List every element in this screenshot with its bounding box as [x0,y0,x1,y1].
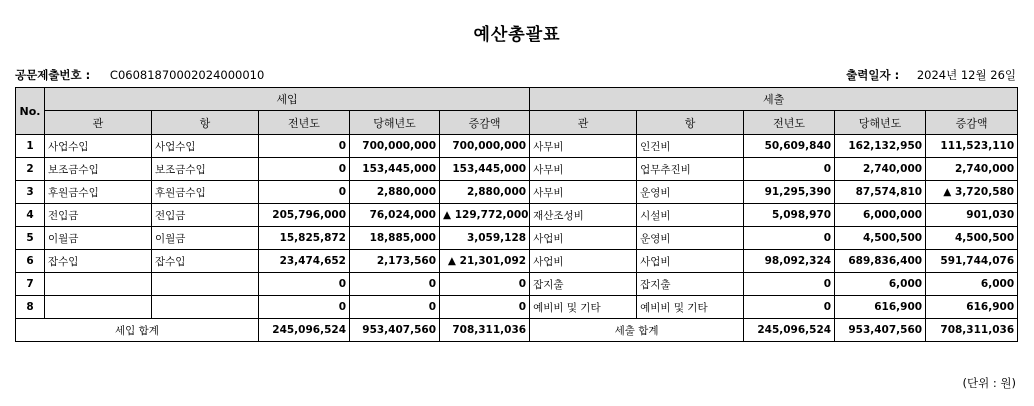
income-total-diff: 708,311,036 [440,319,530,342]
expense-change-cell: 901,030 [926,204,1018,227]
income-hang-cell [152,296,259,319]
budget-summary-table [15,87,1018,342]
income-hang-cell: 이월금 [152,227,259,250]
income-total-label: 세입 합계 [16,319,259,342]
income-hang-cell: 사업수입 [152,135,259,158]
header-income-gwan: 관 [45,111,152,135]
income-change-cell: 0 [440,273,530,296]
expense-gwan-cell: 사무비 [530,158,637,181]
header-expense: 세출 [530,88,1018,111]
expense-hang-cell: 잡지출 [637,273,744,296]
row-number-cell: 7 [16,273,45,296]
header-expense-hang: 항 [637,111,744,135]
row-number-cell: 8 [16,296,45,319]
expense-this-year-cell: 6,000,000 [835,204,926,227]
income-gwan-cell: 이월금 [45,227,152,250]
expense-gwan-cell: 재산조성비 [530,204,637,227]
page-title: 예산총괄표 [473,25,561,45]
table-row [16,158,1018,181]
row-number-cell: 5 [16,227,45,250]
expense-this-year-cell: 6,000 [835,273,926,296]
income-this-year-cell: 0 [350,273,440,296]
header-income: 세입 [45,88,530,111]
expense-prev-year-cell: 0 [744,296,835,319]
expense-change-cell: 616,900 [926,296,1018,319]
expense-gwan-cell: 예비비 및 기타 [530,296,637,319]
income-gwan-cell [45,296,152,319]
document-number-line [15,67,264,83]
expense-hang-cell: 운영비 [637,227,744,250]
income-hang-cell: 보조금수입 [152,158,259,181]
unit-note: (단위 : 원) [962,376,1016,390]
income-change-cell: ▲ 21,301,092 [440,250,530,273]
income-change-cell: 700,000,000 [440,135,530,158]
table-row [16,181,1018,204]
income-hang-cell [152,273,259,296]
header-income-hang: 항 [152,111,259,135]
income-gwan-cell: 후원금수입 [45,181,152,204]
expense-total-label: 세출 합계 [530,319,744,342]
expense-change-cell: 2,740,000 [926,158,1018,181]
header-income-prev-year: 전년도 [259,111,350,135]
row-number-cell: 6 [16,250,45,273]
income-change-cell: 2,880,000 [440,181,530,204]
expense-prev-year-cell: 0 [744,273,835,296]
expense-change-cell: 591,744,076 [926,250,1018,273]
expense-prev-year-cell: 0 [744,227,835,250]
expense-hang-cell: 시설비 [637,204,744,227]
header-row-2 [16,111,1018,135]
income-change-cell: 3,059,128 [440,227,530,250]
table-row [16,204,1018,227]
expense-gwan-cell: 사업비 [530,227,637,250]
income-prev-year-cell: 0 [259,296,350,319]
table-body [16,135,1018,319]
table-row [16,273,1018,296]
expense-prev-year-cell: 50,609,840 [744,135,835,158]
expense-hang-cell: 예비비 및 기타 [637,296,744,319]
header-expense-this-year: 당해년도 [835,111,926,135]
income-prev-year-cell: 0 [259,135,350,158]
table-row [16,250,1018,273]
income-total-cur: 953,407,560 [350,319,440,342]
expense-this-year-cell: 4,500,500 [835,227,926,250]
expense-hang-cell: 운영비 [637,181,744,204]
expense-change-cell: 111,523,110 [926,135,1018,158]
income-gwan-cell [45,273,152,296]
print-date-label: 출력일자 : [846,68,900,82]
document-number-value: C06081870002024000010 [109,68,265,82]
income-prev-year-cell: 0 [259,158,350,181]
income-prev-year-cell: 23,474,652 [259,250,350,273]
income-this-year-cell: 2,880,000 [350,181,440,204]
income-this-year-cell: 76,024,000 [350,204,440,227]
expense-prev-year-cell: 5,098,970 [744,204,835,227]
expense-gwan-cell: 잡지출 [530,273,637,296]
income-hang-cell: 전입금 [152,204,259,227]
header-expense-change: 증감액 [926,111,1018,135]
income-this-year-cell: 2,173,560 [350,250,440,273]
expense-total-prev: 245,096,524 [744,319,835,342]
income-this-year-cell: 18,885,000 [350,227,440,250]
income-prev-year-cell: 0 [259,181,350,204]
income-change-cell: ▲ 129,772,000 [440,204,530,227]
header-row-1 [16,88,1018,111]
expense-this-year-cell: 616,900 [835,296,926,319]
row-number-cell: 1 [16,135,45,158]
document-number-label: 공문제출번호 : [15,68,91,82]
income-gwan-cell: 보조금수입 [45,158,152,181]
income-prev-year-cell: 205,796,000 [259,204,350,227]
expense-change-cell: 6,000 [926,273,1018,296]
income-gwan-cell: 사업수입 [45,135,152,158]
expense-hang-cell: 사업비 [637,250,744,273]
expense-prev-year-cell: 91,295,390 [744,181,835,204]
income-this-year-cell: 0 [350,296,440,319]
expense-change-cell: ▲ 3,720,580 [926,181,1018,204]
expense-prev-year-cell: 98,092,324 [744,250,835,273]
expense-gwan-cell: 사업비 [530,250,637,273]
expense-gwan-cell: 사무비 [530,135,637,158]
table-row [16,296,1018,319]
expense-hang-cell: 인건비 [637,135,744,158]
table-row [16,227,1018,250]
income-this-year-cell: 153,445,000 [350,158,440,181]
income-this-year-cell: 700,000,000 [350,135,440,158]
expense-this-year-cell: 162,132,950 [835,135,926,158]
totals-row [16,319,1018,342]
income-gwan-cell: 전입금 [45,204,152,227]
income-hang-cell: 잡수입 [152,250,259,273]
header-income-this-year: 당해년도 [350,111,440,135]
expense-prev-year-cell: 0 [744,158,835,181]
income-change-cell: 153,445,000 [440,158,530,181]
income-hang-cell: 후원금수입 [152,181,259,204]
expense-hang-cell: 업무추진비 [637,158,744,181]
expense-this-year-cell: 2,740,000 [835,158,926,181]
income-change-cell: 0 [440,296,530,319]
income-prev-year-cell: 0 [259,273,350,296]
expense-gwan-cell: 사무비 [530,181,637,204]
header-expense-prev-year: 전년도 [744,111,835,135]
income-prev-year-cell: 15,825,872 [259,227,350,250]
header-income-change: 증감액 [440,111,530,135]
print-date-value: 2024년 12월 26일 [916,68,1016,82]
header-no: No. [16,88,45,135]
expense-this-year-cell: 87,574,810 [835,181,926,204]
expense-total-cur: 953,407,560 [835,319,926,342]
row-number-cell: 2 [16,158,45,181]
header-expense-gwan: 관 [530,111,637,135]
table-row [16,135,1018,158]
income-total-prev: 245,096,524 [259,319,350,342]
row-number-cell: 3 [16,181,45,204]
income-gwan-cell: 잡수입 [45,250,152,273]
expense-change-cell: 4,500,500 [926,227,1018,250]
expense-total-diff: 708,311,036 [926,319,1018,342]
expense-this-year-cell: 689,836,400 [835,250,926,273]
print-date-line [846,67,1016,83]
row-number-cell: 4 [16,204,45,227]
